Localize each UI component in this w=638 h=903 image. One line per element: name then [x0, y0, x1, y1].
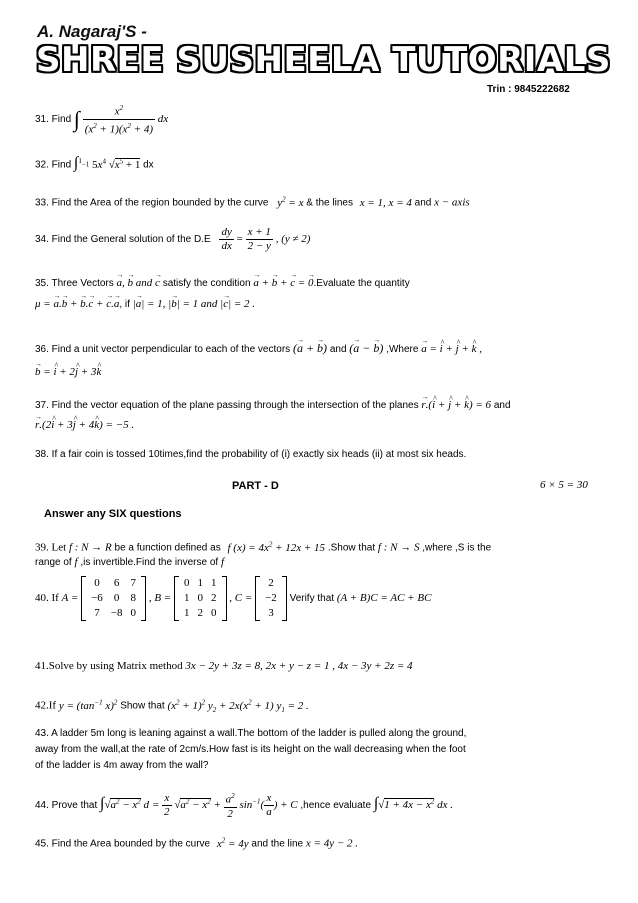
q44-text: 44. Prove that [35, 799, 98, 811]
question-32: 32. Find ∫$^1$−1 $5x^4$ $√x^5 + 1$ dx [35, 154, 154, 172]
q37-text: 37. Find the vector equation of the plane passing through the intersection of the planes [35, 400, 419, 411]
question-36-line2: → b = ^ i + 2^ j + 3^ k [35, 366, 101, 379]
q35-cond: satisfy the condition [162, 278, 251, 289]
q40-verify: Verify that [289, 593, 335, 605]
q39-f: ,is invertible.Find the inverse of [80, 557, 219, 568]
q31-label: 31. Find [35, 113, 72, 125]
answer-instruction: Answer any SIX questions [44, 508, 182, 520]
q33-and: & the lines [306, 197, 353, 209]
question-42: 42.If $y = (\tan^{-1}$ x)$^2$ Show that $(x^2 + 1)^2$ $y_2 + 2x(x^2 + 1) y_1 = 2$ . [35, 698, 309, 714]
question-43-line3: of the ladder is 4m away from the wall? [35, 760, 209, 771]
q39-d: ,where ,S is the [422, 542, 492, 554]
q36-text: 36. Find a unit vector perpendicular to each of the vectors [35, 344, 291, 355]
question-39-line1: 39. Let f : N → R be a function defined as f $(x) = 4x^2 + 12x + 15$ .Show that f : N → S ,where ,S is the [35, 540, 492, 554]
matrix-b: 0 1 1 1 0 2 1 2 0 [174, 576, 227, 621]
part-d-heading: PART - D [232, 480, 279, 492]
q33-and2: and [414, 197, 432, 209]
question-43-line2: away from the wall,at the rate of 2cm/s.How fast is its height on the wall decreasing when the foot [35, 744, 466, 755]
q36-where: ,Where [386, 344, 419, 355]
q37-and: and [493, 400, 511, 411]
question-40: 40. If A = 0 6 7 −6 0 8 7 −8 0 , B = 0 1 1 1 0 2 1 2 0 , C = 2 −2 3 Verify that (A + B)C = AC + BC [35, 577, 432, 619]
q39-c: .Show that [327, 542, 376, 554]
matrix-c: 2 −2 3 [255, 576, 287, 621]
question-41: 41.Solve by using Matrix method 3x − 2y + 3z = 8, 2x + y − z = 1 , 4x − 3y + 2z = 4 [35, 660, 413, 672]
phone-number: Trin : 9845222682 [487, 84, 570, 95]
question-45: 45. Find the Area bounded by the curve $x^2 = 4y$ and the line x = 4y − 2 . [35, 836, 359, 850]
question-35-line2: μ = → a.→ b + → b.→ c + → c.→ a, if |→ a| = 1, |→ b| = 1 and |→ c| = 2 . [35, 298, 255, 311]
q32-dx: dx [143, 159, 154, 171]
q35-text: 35. Three Vectors [35, 278, 114, 289]
question-36-line1: 36. Find a unit vector perpendicular to each of the vectors (→ a + → b) and (→ a − → b) ,Where → a = ^ i + ^ j + ^ k , [35, 342, 482, 356]
question-39-line2: range of f ,is invertible.Find the inverse of f [35, 556, 225, 568]
q32-label: 32. Find [35, 159, 72, 171]
q45-text: 45. Find the Area bounded by the curve [35, 838, 211, 850]
institute-title: SHREE SUSHEELA TUTORIALS [36, 40, 611, 80]
part-d-marks: 6 × 5 = 30 [540, 479, 588, 491]
question-38: 38. If a fair coin is tossed 10times,find the probability of (i) exactly six heads (ii) at most six heads. [35, 449, 467, 460]
question-43-line1: 43. A ladder 5m long is leaning against a wall.The bottom of the ladder is pulled along the ground, [35, 728, 467, 739]
question-33: 33. Find the Area of the region bounded by the curve $y^2 = x$ & the lines x = 1, x = 4 and x − axis [35, 195, 470, 209]
q42-if: 42.If [35, 699, 57, 712]
q39-b: be a function defined as [114, 542, 221, 554]
q45-line: and the line [251, 838, 304, 850]
question-34: 34. Find the General solution of the D.E $\frac{dy}{dx}$ = $\frac{x + 1}{2 - y}$ , (y ≠ 2) [35, 226, 311, 252]
q41-text: 41.Solve by using Matrix method [35, 660, 183, 672]
question-37-line1: 37. Find the vector equation of the plane passing through the intersection of the planes → r.(^ i + ^ j + ^ k) = 6 and [35, 399, 511, 412]
q39-a: 39. Let [35, 541, 67, 554]
q35-if: , if [119, 299, 130, 310]
q44-hence: ,hence evaluate [300, 799, 372, 811]
question-37-line2: → r.(2^ i + 3^ j + 4^ k) = −5 . [35, 419, 134, 432]
question-31: 31. Find ∫ $\frac{x^2}{(x^2 + 1)(x^2 + 4)}$ dx [35, 104, 169, 136]
q39-e: range of [35, 557, 72, 568]
q31-integrand: $\frac{x^2}{(x^2 + 1)(x^2 + 4)}$ [84, 104, 154, 136]
author-name: A. Nagaraj'S - [37, 22, 147, 41]
q36-and: and [329, 344, 347, 355]
matrix-a: 0 6 7 −6 0 8 7 −8 0 [81, 576, 146, 621]
q42-show: Show that [120, 700, 165, 712]
q33-text: 33. Find the Area of the region bounded by the curve [35, 197, 269, 209]
q35-eval: .Evaluate the quantity [313, 278, 410, 289]
q34-text: 34. Find the General solution of the D.E [35, 234, 211, 246]
question-35-line1: 35. Three Vectors → a, → b and → c satisfy the condition → a + → b + → c = → 0.Evaluate the quantity [35, 277, 410, 290]
question-44: 44. Prove that $\int√a^2 - x^2$ d = $\frac{x}{2}$ $√a^2 - x^2$ + $\frac{a^2}{2}$ $\sin^{-1}$( $\frac{x}{a}$ ) + C ,hence evaluate $\int√1 + 4x - x^2$ dx . [35, 791, 454, 820]
q40-label: 40. If [35, 592, 59, 605]
